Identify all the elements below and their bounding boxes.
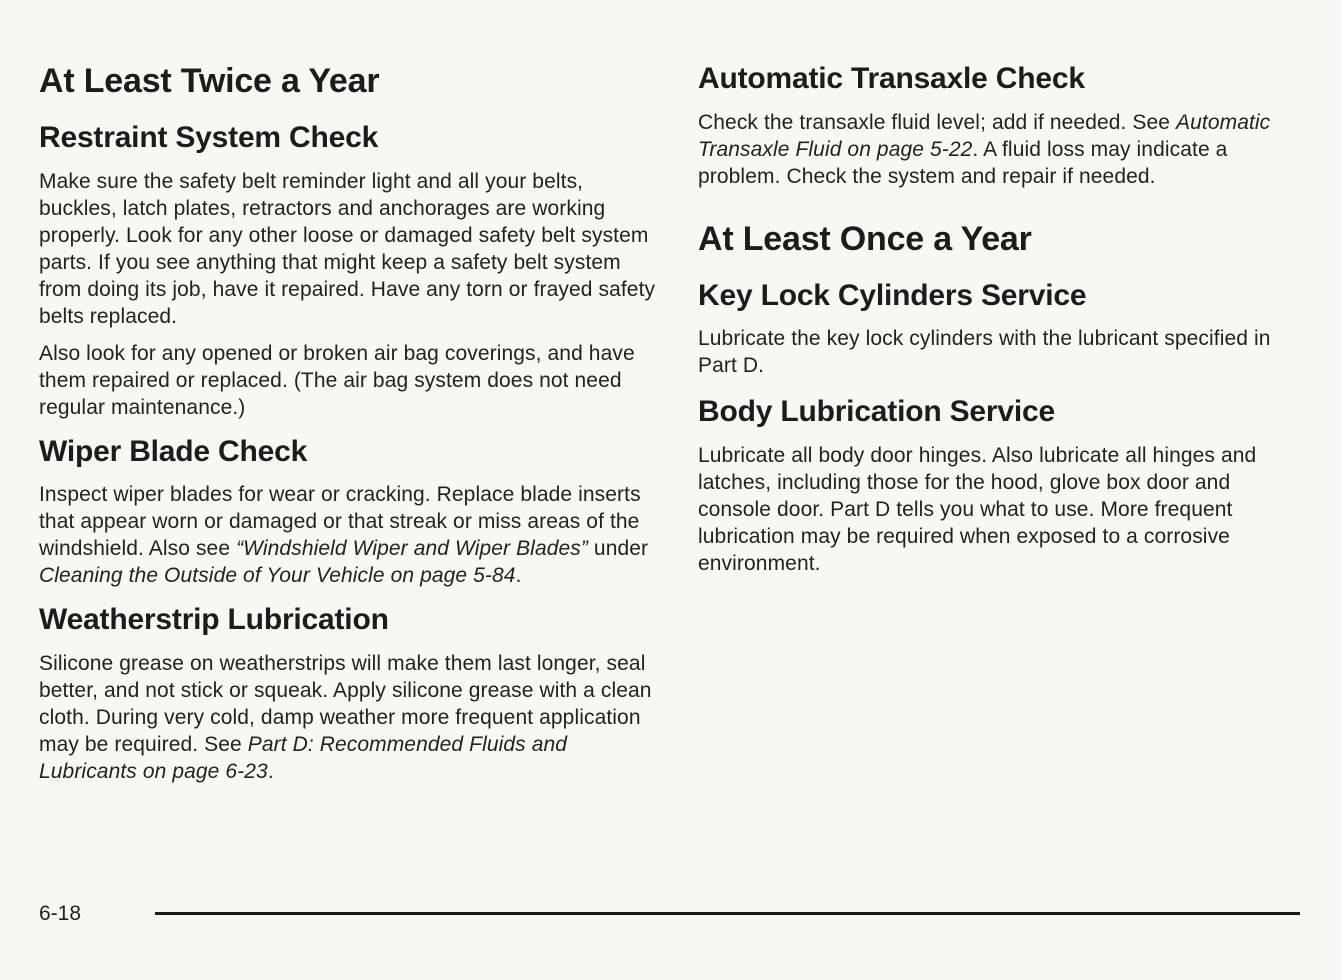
wiper-text-3: . xyxy=(515,564,522,588)
transaxle-paragraph xyxy=(698,109,1308,190)
left-column xyxy=(39,60,659,785)
weatherstrip-text-2: . xyxy=(267,759,274,783)
key-lock-paragraph: Lubricate the key lock cylinders with the lubricant specified in Part D. xyxy=(698,327,1271,378)
body-lubrication-paragraph: Lubricate all body door hinges. Also lubricate all hinges and latches, including those for the hood, glove box door and console door. Part D tells you what to use. More frequent lubrication may be required when exposed to a corrosive environment. xyxy=(698,443,1257,575)
wiper-text-2: under xyxy=(587,537,649,561)
transaxle-reference: Automatic Transaxle Fluid on page 5-22 xyxy=(698,110,1271,161)
transaxle-text-2: . A fluid loss may indicate a problem. Check the system and repair if needed. xyxy=(698,137,1228,188)
restraint-system-heading: Restraint System Check xyxy=(39,121,379,155)
transaxle-heading: Automatic Transaxle Check xyxy=(698,62,1085,95)
body-lubrication-heading: Body Lubrication Service xyxy=(698,395,1055,429)
weatherstrip-reference: Part D: Recommended Fluids and Lubricants on page 6-23 xyxy=(39,732,568,783)
wiper-reference-1: “Windshield Wiper and Wiper Blades” xyxy=(236,537,588,561)
wiper-text-1: Inspect wiper blades for wear or cracking. Replace blade inserts that appear worn or damaged or that streak or miss areas of the windshield. Also see xyxy=(39,483,641,561)
key-lock-heading: Key Lock Cylinders Service xyxy=(698,278,1087,312)
section-heading-twice-a-year: At Least Twice a Year xyxy=(39,62,380,100)
wiper-blade-heading: Wiper Blade Check xyxy=(39,434,308,468)
weatherstrip-heading: Weatherstrip Lubrication xyxy=(39,603,389,637)
wiper-reference-2: Cleaning the Outside of Your Vehicle on page 5-84 xyxy=(39,564,516,588)
weatherstrip-paragraph xyxy=(39,650,659,785)
wiper-blade-paragraph xyxy=(39,481,659,589)
restraint-system-paragraph-1: Make sure the safety belt reminder light and all your belts, buckles, latch plates, retractors and anchorages are working properly. Look for any other loose or damaged safety belt system parts. If you see anything that might keep a safety belt system from doing its job, have it repaired. Have any torn or frayed safety belts replaced. xyxy=(39,169,656,328)
section-heading-once-a-year: At Least Once a Year xyxy=(698,219,1032,258)
weatherstrip-text-1: Silicone grease on weatherstrips will make them last longer, seal better, and not stick or squeak. Apply silicone grease with a clean cloth. During very cold, damp weather more frequent application may be required. See xyxy=(39,651,652,756)
restraint-system-paragraph-2: Also look for any opened or broken air bag coverings, and have them repaired or replaced. (The air bag system does not need regular maintenance.) xyxy=(39,341,635,419)
transaxle-text-1: Check the transaxle fluid level; add if needed. See xyxy=(698,110,1176,134)
right-column xyxy=(698,60,1308,577)
page-number: 6-18 xyxy=(39,902,82,925)
footer-rule xyxy=(155,912,1300,915)
